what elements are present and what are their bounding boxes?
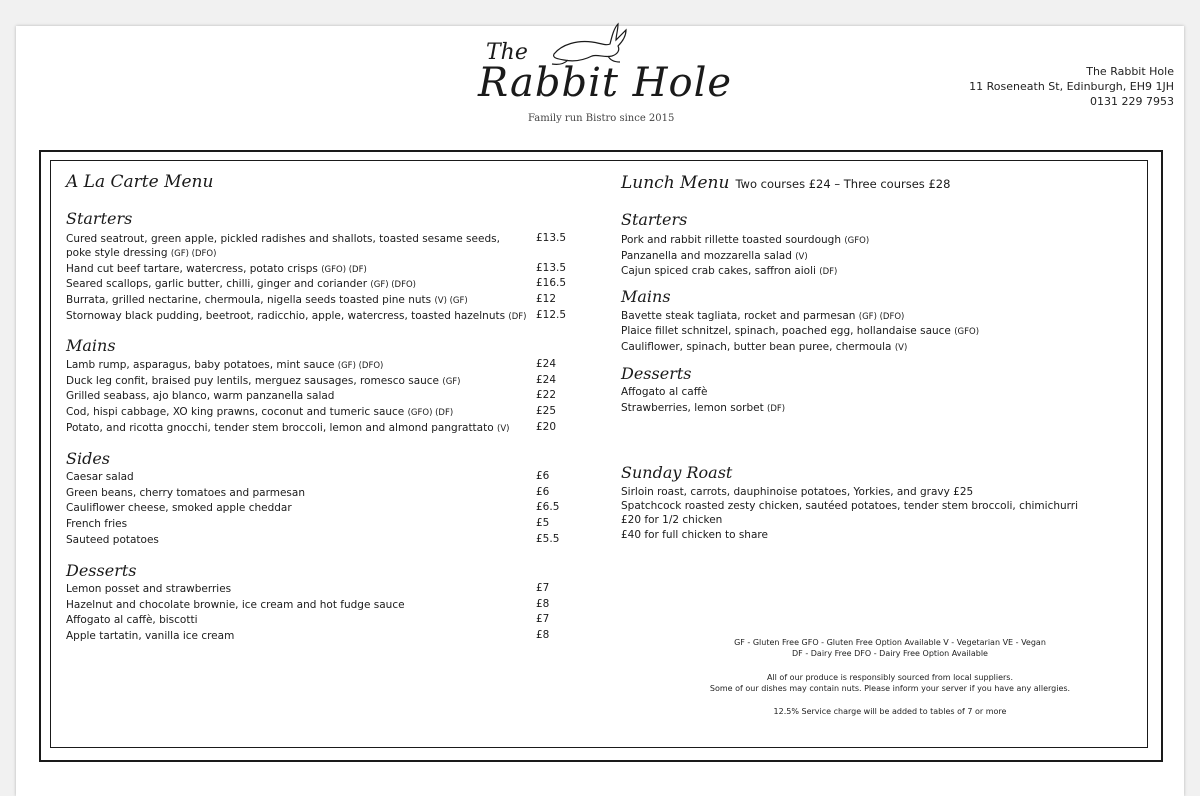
item-price: £8 [536, 598, 550, 610]
logo [470, 10, 740, 128]
list-item: Caesar salad [66, 471, 134, 483]
list-item: Potato, and ricotta gnocchi, tender stem broccoli, lemon and almond pangrattato (V) [66, 422, 510, 434]
alacarte-starters-title: Starters [66, 209, 133, 228]
list-item: Burrata, grilled nectarine, chermoula, nigella seeds toasted pine nuts (V) (GF) [66, 294, 468, 306]
logo-the: The [486, 40, 528, 65]
lunch-desserts-title: Desserts [621, 364, 692, 383]
item-price: £20 [536, 421, 557, 433]
item-price: £13.5 [536, 262, 567, 274]
item-price: £7 [536, 613, 550, 625]
lunch-starters-title: Starters [621, 210, 688, 229]
item-price: £13.5 [536, 232, 567, 244]
address-phone: 0131 229 7953 [1090, 95, 1174, 108]
list-item: Hand cut beef tartare, watercress, potato crisps (GFO) (DF) [66, 263, 367, 275]
list-item: Affogato al caffè, biscotti [66, 614, 198, 626]
item-price: £12.5 [536, 309, 567, 321]
service-charge-note: 12.5% Service charge will be added to tables of 7 or more [773, 707, 1007, 716]
item-price: £24 [536, 374, 557, 386]
item-price: £7 [536, 582, 550, 594]
alacarte-title: A La Carte Menu [66, 172, 214, 192]
item-price: £24 [536, 358, 557, 370]
list-item: Cured seatrout, green apple, pickled radishes and shallots, toasted sesame seeds, [66, 233, 500, 245]
list-item: poke style dressing (GF) (DFO) [66, 247, 217, 259]
address-block [969, 64, 1174, 109]
list-item: £40 for full chicken to share [621, 529, 768, 541]
address-street: 11 Roseneath St, Edinburgh, EH9 1JH [969, 80, 1174, 93]
list-item: Cod, hispi cabbage, XO king prawns, coconut and tumeric sauce (GFO) (DF) [66, 406, 454, 418]
list-item: Pork and rabbit rillette toasted sourdough (GFO) [621, 234, 870, 246]
sunday-roast-title: Sunday Roast [621, 463, 733, 482]
item-price: £16.5 [536, 277, 567, 289]
list-item: Sauteed potatoes [66, 534, 159, 546]
item-price: £22 [536, 389, 557, 401]
alacarte-sides-title: Sides [66, 449, 110, 468]
list-item: Cauliflower, spinach, butter bean puree, chermoula (V) [621, 341, 908, 353]
item-price: £5.5 [536, 533, 560, 545]
list-item: Hazelnut and chocolate brownie, ice cream and hot fudge sauce [66, 599, 405, 611]
list-item: Affogato al caffè [621, 386, 708, 398]
lunch-prices: Two courses £24 – Three courses £28 [735, 177, 951, 191]
list-item: Plaice fillet schnitzel, spinach, poached egg, hollandaise sauce (GFO) [621, 325, 980, 337]
list-item: £20 for 1/2 chicken [621, 514, 723, 526]
list-item: Stornoway black pudding, beetroot, radicchio, apple, watercress, toasted hazelnuts (DF) [66, 310, 527, 322]
list-item: Panzanella and mozzarella salad (V) [621, 250, 808, 262]
alacarte-desserts-title: Desserts [66, 561, 137, 580]
alacarte-mains-title: Mains [66, 336, 116, 355]
list-item: Lamb rump, asparagus, baby potatoes, mint sauce (GF) (DFO) [66, 359, 384, 371]
list-item: Grilled seabass, ajo blanco, warm panzanella salad [66, 390, 335, 402]
list-item: Seared scallops, garlic butter, chilli, ginger and coriander (GF) (DFO) [66, 278, 416, 290]
sourcing-note: All of our produce is responsibly sourced from local suppliers. Some of our dishes may contain nuts. Please inform your server if you have any allergies. [709, 673, 1071, 693]
list-item: Green beans, cherry tomatoes and parmesan [66, 487, 305, 499]
dietary-legend: GF - Gluten Free GFO - Gluten Free Option Available V - Vegetarian VE - Vegan DF - Dairy Free DFO - Dairy Free Option Available [734, 638, 1046, 658]
item-price: £12 [536, 293, 557, 305]
item-price: £8 [536, 629, 550, 641]
list-item: Duck leg confit, braised puy lentils, merguez sausages, romesco sauce (GF) [66, 375, 461, 387]
item-price: £5 [536, 517, 550, 529]
list-item: Strawberries, lemon sorbet (DF) [621, 402, 786, 414]
item-price: £6 [536, 470, 550, 482]
list-item: Bavette steak tagliata, rocket and parmesan (GF) (DFO) [621, 310, 905, 322]
item-price: £6 [536, 486, 550, 498]
logo-name: Rabbit Hole [478, 60, 733, 106]
logo-tagline: Family run Bistro since 2015 [528, 113, 675, 124]
item-price: £6.5 [536, 501, 560, 513]
list-item: Lemon posset and strawberries [66, 583, 232, 595]
list-item: French fries [66, 518, 128, 530]
item-price: £25 [536, 405, 557, 417]
list-item: Cauliflower cheese, smoked apple cheddar [66, 502, 292, 514]
lunch-title: Lunch Menu Two courses £24 – Three courses £28 [621, 173, 951, 193]
list-item: Sirloin roast, carrots, dauphinoise potatoes, Yorkies, and gravy £25 [621, 486, 974, 498]
list-item: Apple tartatin, vanilla ice cream [66, 630, 235, 642]
address-name: The Rabbit Hole [1086, 65, 1174, 78]
list-item: Cajun spiced crab cakes, saffron aioli (DF) [621, 265, 838, 277]
list-item: Spatchcock roasted zesty chicken, sautéed potatoes, tender stem broccoli, chimichurri [621, 500, 1079, 512]
lunch-mains-title: Mains [621, 287, 671, 306]
